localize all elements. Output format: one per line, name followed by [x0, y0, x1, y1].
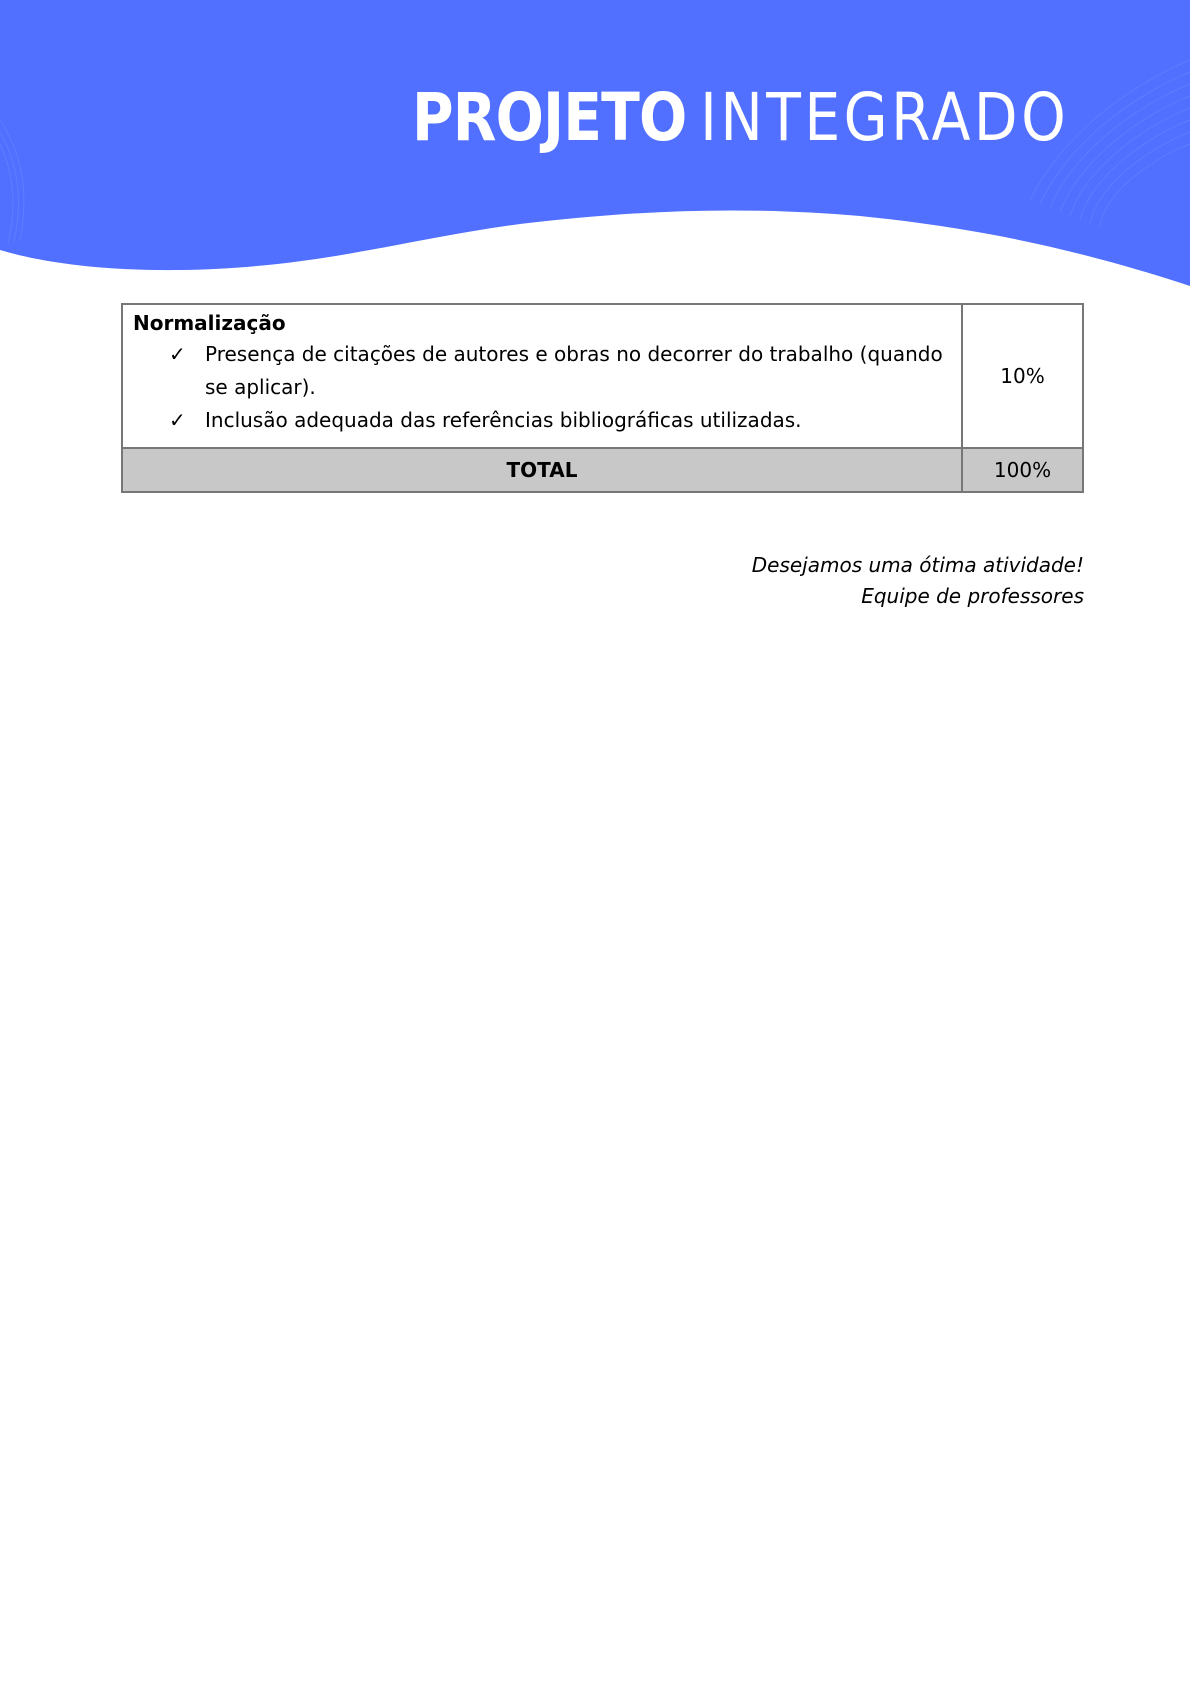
total-label: TOTAL: [122, 448, 962, 492]
criteria-cell: [122, 304, 962, 448]
checkmark-icon: ✓: [169, 408, 186, 432]
closing-line-1: Desejamos uma ótima atividade!: [751, 553, 1084, 577]
list-item: [133, 338, 951, 404]
weight-cell: 10%: [962, 304, 1083, 448]
table-row: [122, 304, 1083, 448]
criteria-title: Normalização: [133, 311, 286, 335]
closing-line-2: Equipe de professores: [861, 584, 1084, 608]
criteria-item-text: Presença de citações de autores e obras no decorrer do trabalho (quando se aplicar).: [205, 342, 943, 399]
total-value: 100%: [962, 448, 1083, 492]
closing-message: [752, 550, 1084, 612]
criteria-list: [133, 338, 951, 437]
criteria-item-text: Inclusão adequada das referências bibliográficas utilizadas.: [205, 408, 802, 432]
rubric-table: [121, 303, 1084, 493]
header-title-bold: PROJETO: [412, 79, 687, 156]
list-item: [133, 404, 951, 437]
checkmark-icon: ✓: [169, 342, 186, 366]
total-row: [122, 448, 1083, 492]
header-title-light: INTEGRADO: [700, 79, 1070, 156]
header-title: [412, 78, 1069, 158]
